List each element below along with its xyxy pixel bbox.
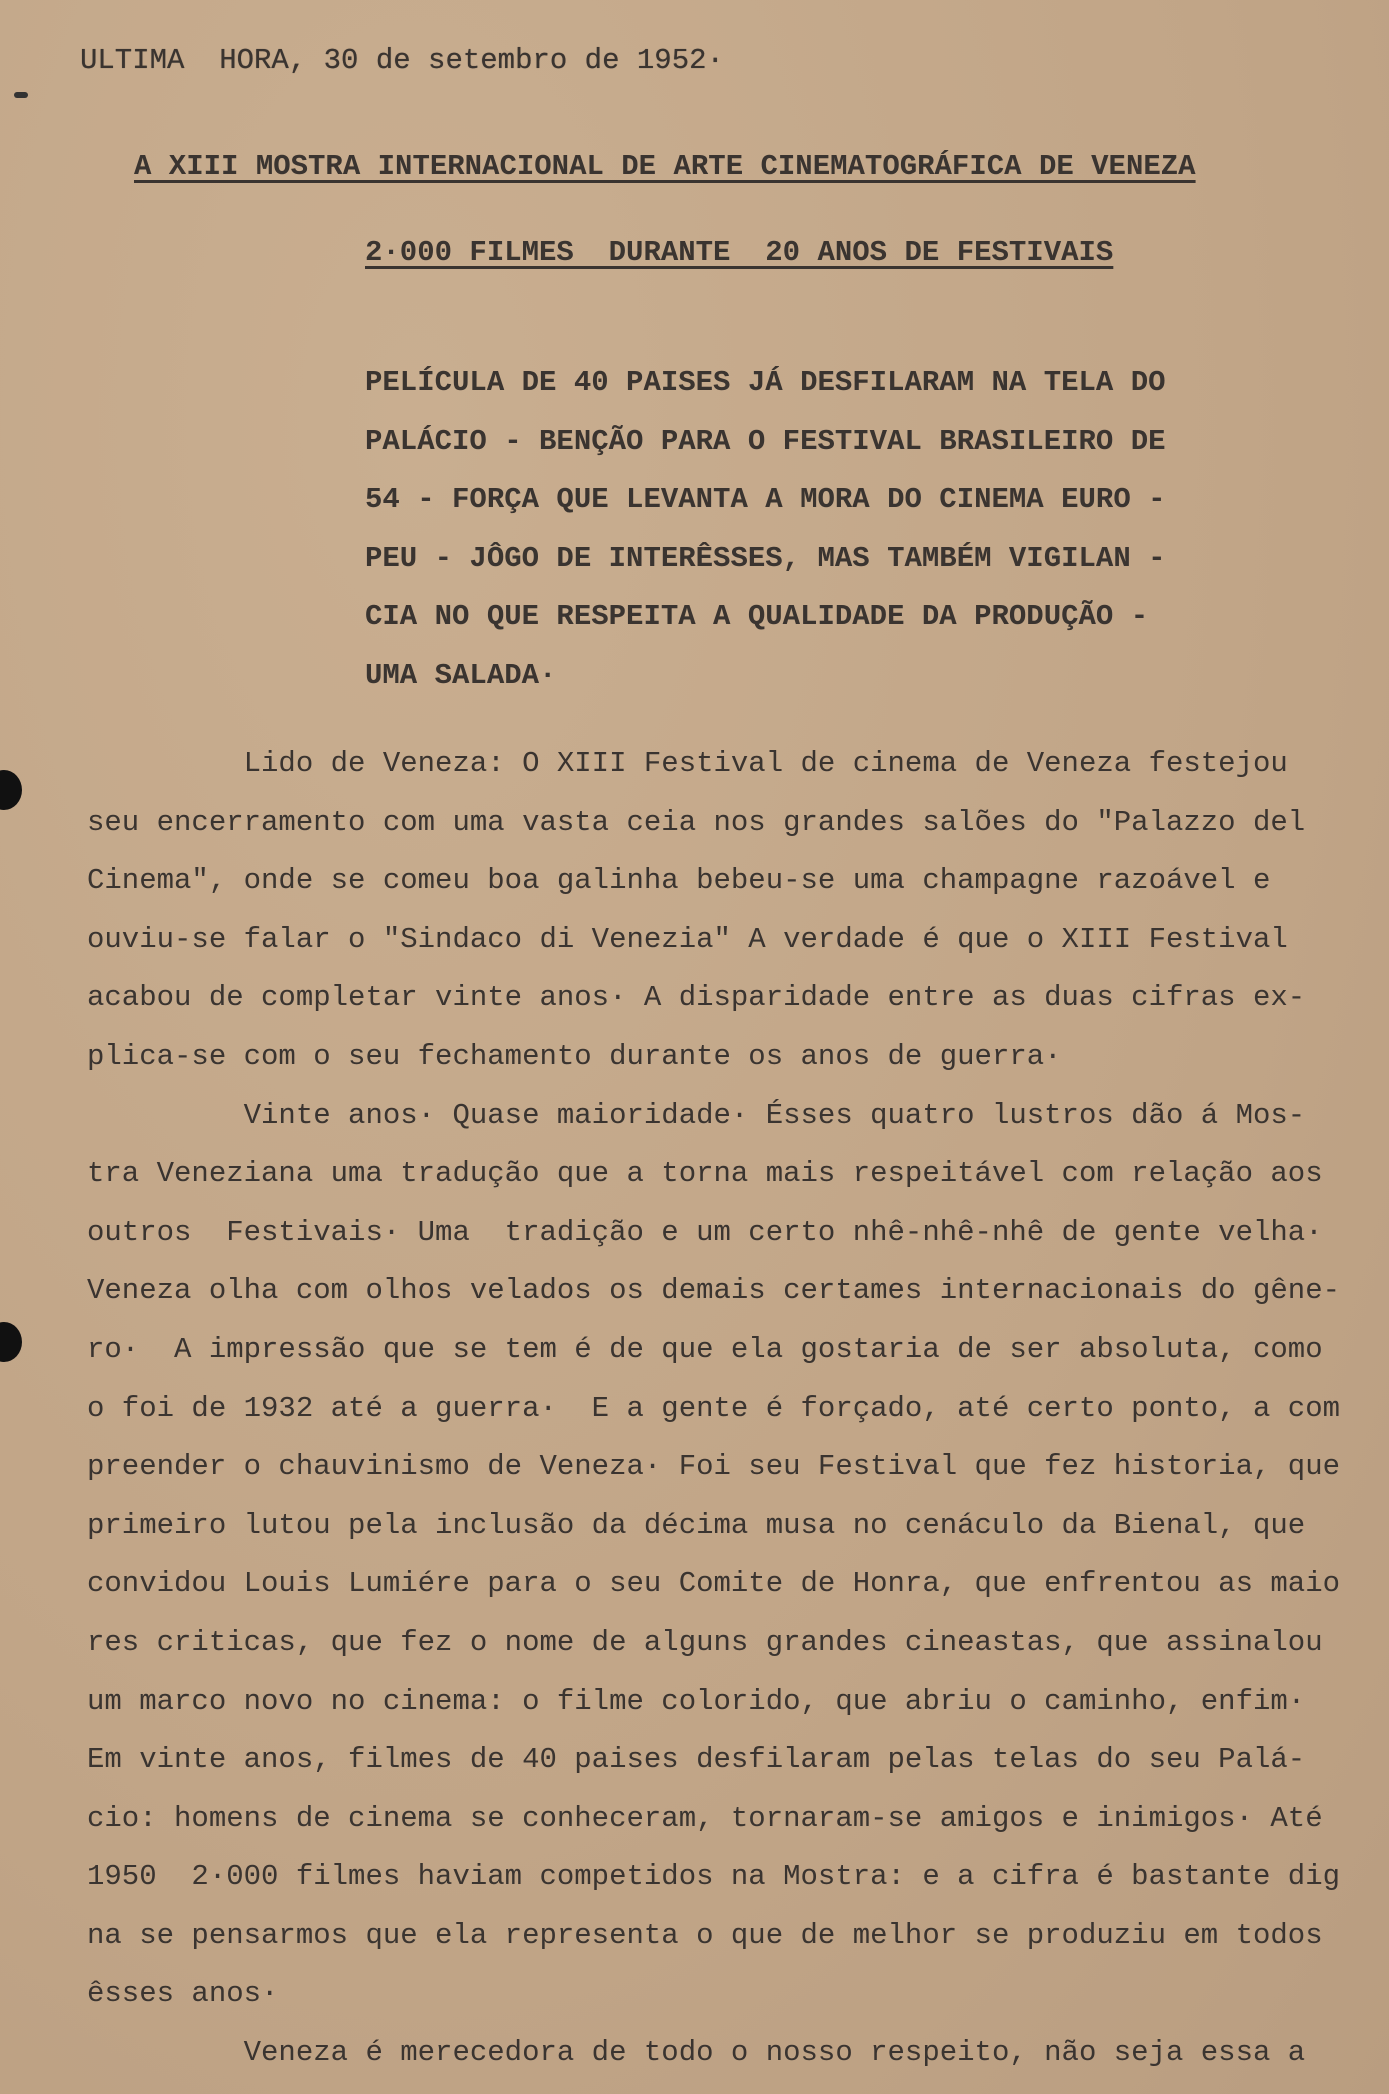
body-line: 1950 2·000 filmes haviam competidos na Mostra: e a cifra é bastante dig: [87, 1860, 1341, 1894]
body-line: tra Veneziana uma tradução que a torna mais respeitável com relação aos: [87, 1157, 1323, 1191]
body-line: Lido de Veneza: O XIII Festival de cinema de Veneza festejou: [87, 747, 1288, 780]
body-line: na se pensarmos que ela representa o que de melhor se produziu em todos: [87, 1918, 1323, 1952]
summary-line: PELÍCULA DE 40 PAISES JÁ DESFILARAM NA TELA DO: [365, 366, 1166, 399]
body-line: Veneza olha com olhos velados os demais certames internacionais do gêne-: [87, 1274, 1341, 1308]
ink-mark: [14, 92, 28, 98]
body-line: ouviu-se falar o "Sindaco di Venezia" A verdade é que o XIII Festival: [87, 922, 1288, 956]
body-line: plica-se com o seu fechamento durante os anos de guerra·: [87, 1039, 1062, 1073]
body-line: convidou Louis Lumiére para o seu Comite de Honra, que enfrentou as maio: [87, 1567, 1341, 1601]
main-title: A XIII MOSTRA INTERNACIONAL DE ARTE CINEMATOGRÁFICA DE VENEZA: [134, 150, 1196, 183]
summary-block: [365, 354, 1166, 705]
body-line: seu encerramento com uma vasta ceia nos grandes salões do "Palazzo del: [87, 805, 1306, 839]
body-line: Em vinte anos, filmes de 40 paises desfilaram pelas telas do seu Palá-: [87, 1743, 1306, 1777]
body-line: o foi de 1932 até a guerra· E a gente é forçado, até certo ponto, a com: [87, 1391, 1341, 1425]
body-line: res criticas, que fez o nome de alguns grandes cineastas, que assinalou: [87, 1625, 1323, 1659]
body-line: outros Festivais· Uma tradição e um certo nhê-nhê-nhê de gente velha·: [87, 1215, 1323, 1249]
body-line: cio: homens de cinema se conheceram, tornaram-se amigos e inimigos· Até: [87, 1801, 1323, 1835]
subtitle-title: 2·000 FILMES DURANTE 20 ANOS DE FESTIVAIS: [365, 236, 1114, 269]
article-body: [87, 735, 1340, 2083]
body-line: preender o chauvinismo de Veneza· Foi seu Festival que fez historia, que: [87, 1450, 1341, 1484]
body-line: Vinte anos· Quase maioridade· Ésses quatro lustros dão á Mos-: [87, 1098, 1306, 1132]
body-line: ro· A impressão que se tem é de que ela gostaria de ser absoluta, como: [87, 1332, 1323, 1366]
body-line: êsses anos·: [87, 1977, 279, 2011]
body-line: Veneza é merecedora de todo o nosso respeito, não seja essa a: [87, 2036, 1306, 2070]
summary-line: PEU - JÔGO DE INTERÊSSES, MAS TAMBÉM VIGILAN -: [365, 541, 1166, 575]
document-header: ULTIMA HORA, 30 de setembro de 1952·: [80, 44, 724, 77]
body-line: Cinema", onde se comeu boa galinha bebeu-se uma champagne razoável e: [87, 864, 1271, 898]
body-line: um marco novo no cinema: o filme colorido, que abriu o caminho, enfim·: [87, 1684, 1306, 1718]
summary-line: PALÁCIO - BENÇÃO PARA O FESTIVAL BRASILEIRO DE: [365, 424, 1166, 458]
summary-line: 54 - FORÇA QUE LEVANTA A MORA DO CINEMA EURO -: [365, 483, 1166, 516]
summary-line: CIA NO QUE RESPEITA A QUALIDADE DA PRODUÇÃO -: [365, 600, 1149, 633]
body-line: acabou de completar vinte anos· A disparidade entre as duas cifras ex-: [87, 981, 1306, 1015]
body-line: primeiro lutou pela inclusão da décima musa no cenáculo da Bienal, que: [87, 1508, 1306, 1542]
summary-line: UMA SALADA·: [365, 658, 557, 692]
